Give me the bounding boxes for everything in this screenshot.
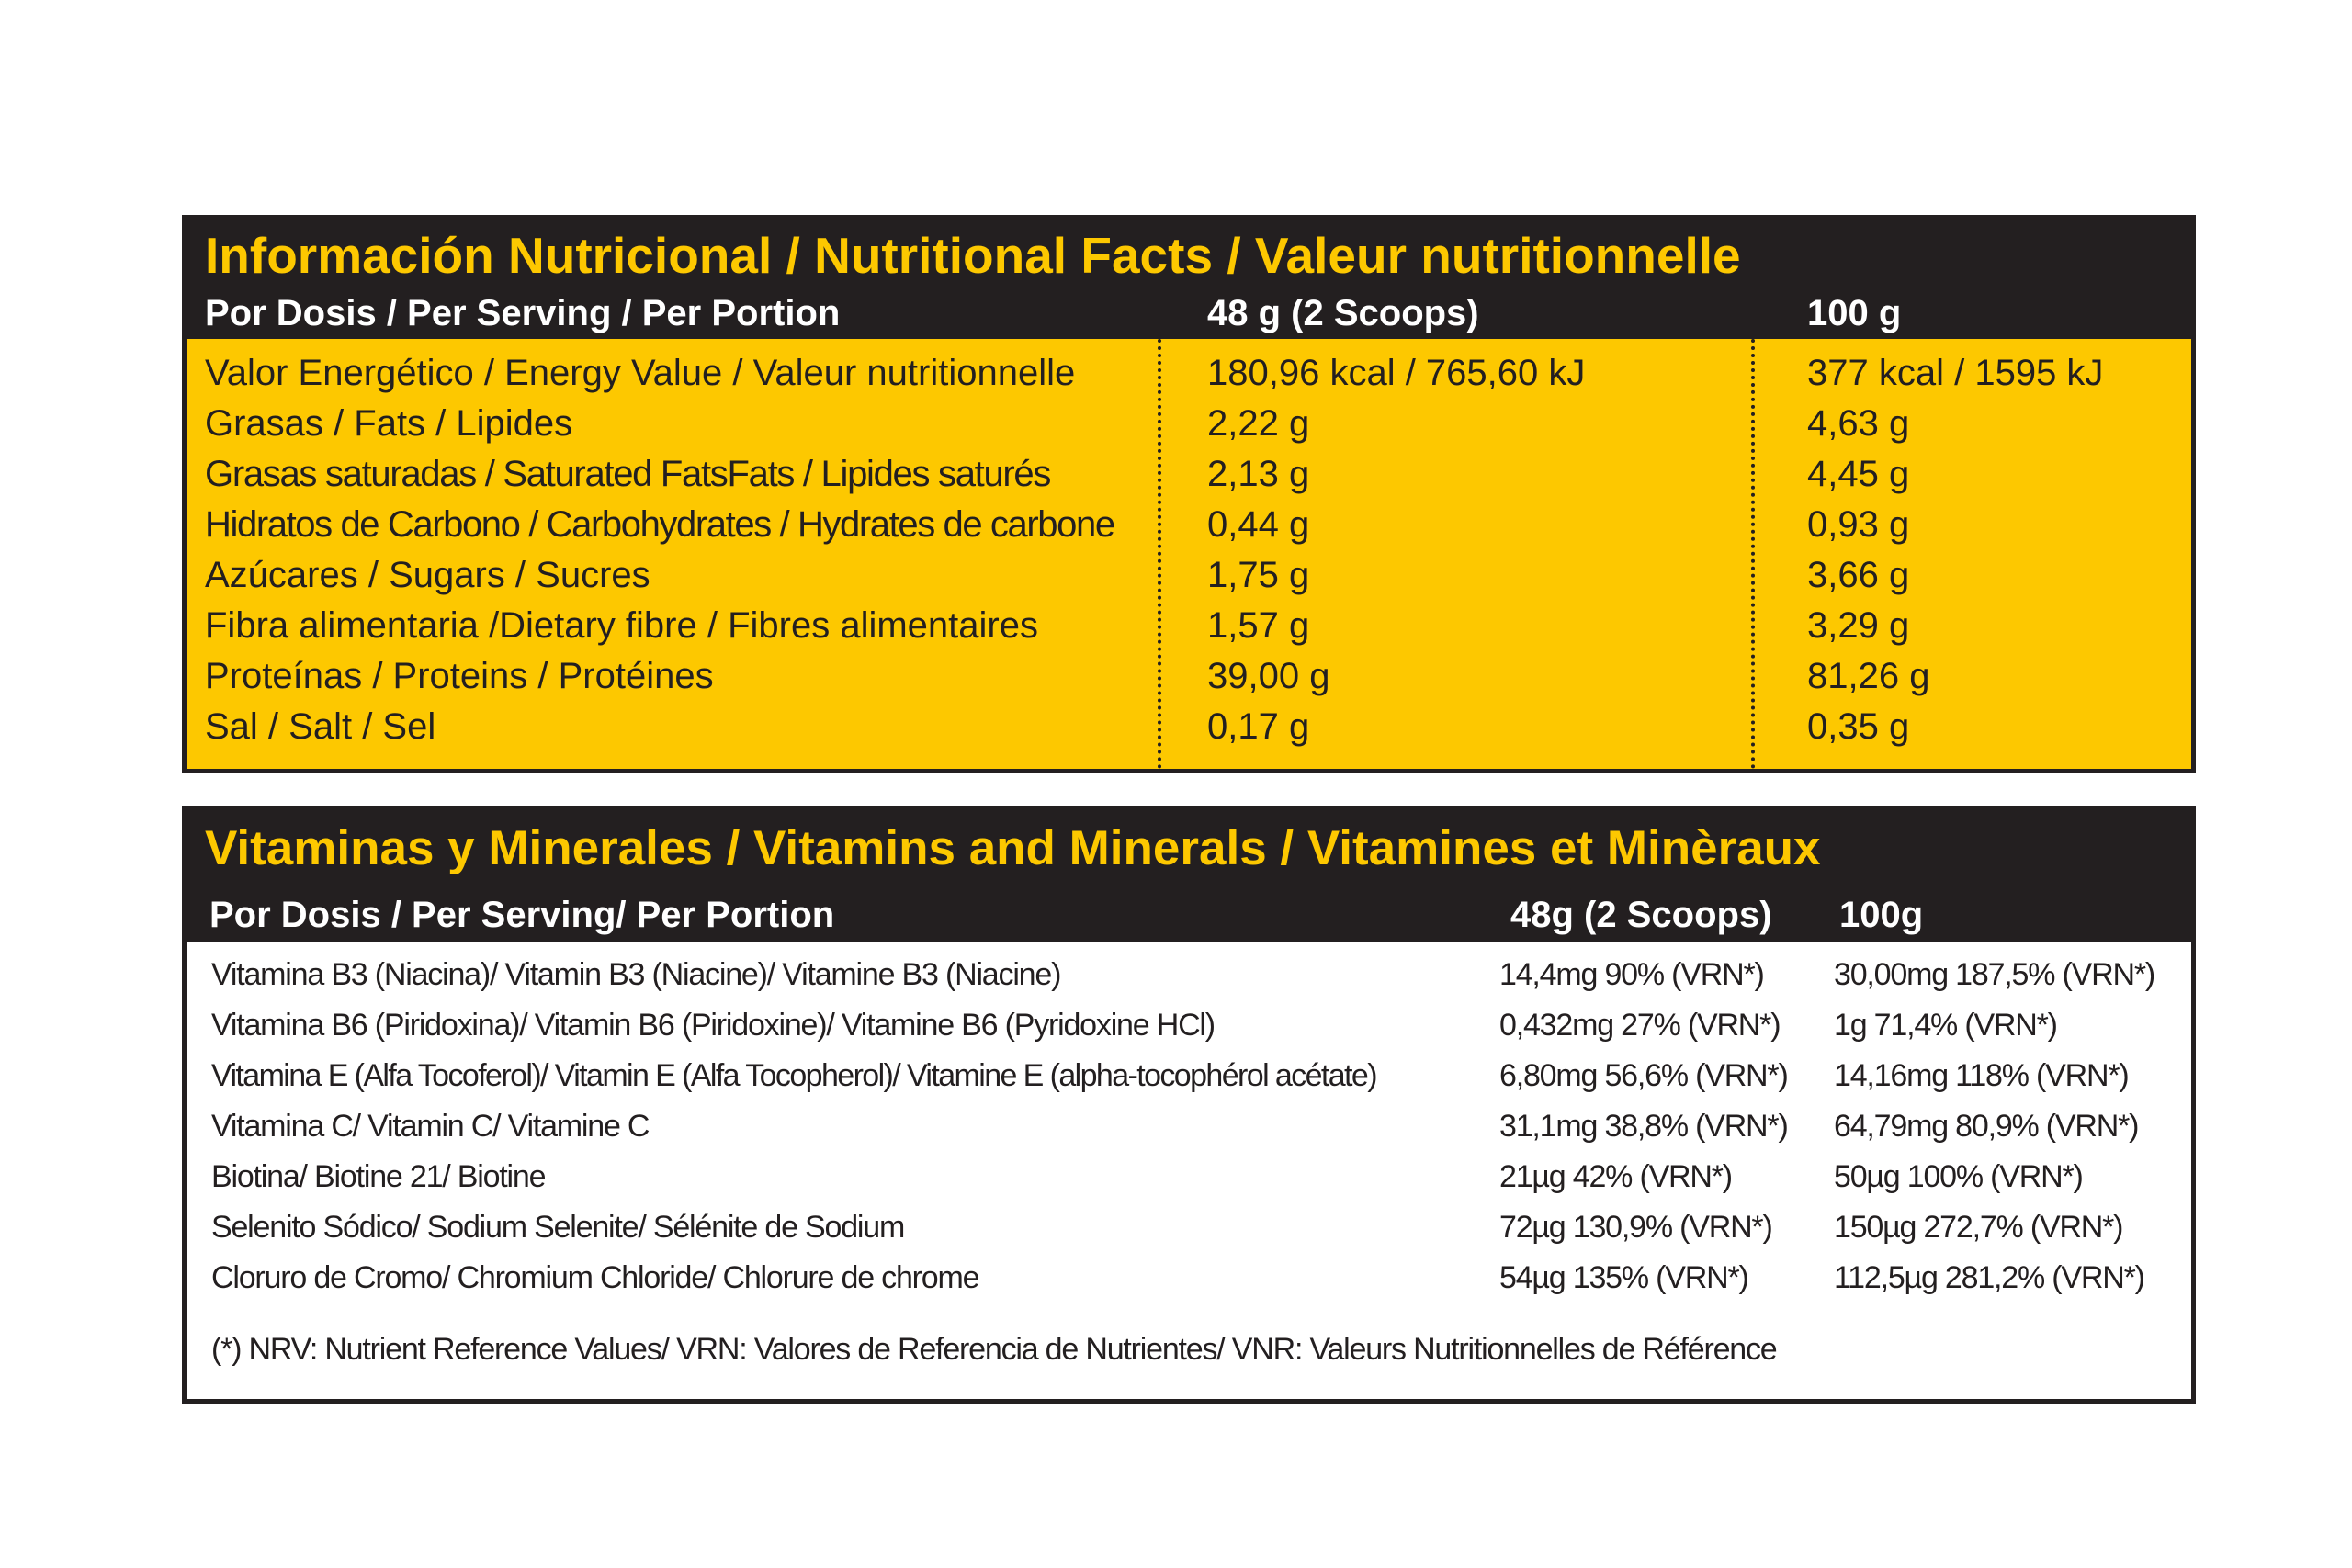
vitamin-100g-value: 150µg 272,7% (VRN*) <box>1834 1210 2123 1245</box>
nutrient-100g-value: 3,29 g <box>1807 605 1910 646</box>
nutrient-serving-value: 2,22 g <box>1207 403 1310 444</box>
nutrient-serving-value: 1,75 g <box>1207 555 1310 595</box>
vitamin-100g-value: 14,16mg 118% (VRN*) <box>1834 1058 2129 1093</box>
vitamins-col-label-header: Por Dosis / Per Serving/ Per Portion <box>209 895 835 935</box>
nutrient-100g-value: 81,26 g <box>1807 656 1930 696</box>
vitamin-100g-value: 64,79mg 80,9% (VRN*) <box>1834 1109 2139 1144</box>
nutrient-label: Azúcares / Sugars / Sucres <box>205 555 650 595</box>
vitamins-header <box>187 810 2191 942</box>
vitamin-row <box>187 1159 2191 1210</box>
nutrient-100g-value: 4,45 g <box>1807 454 1910 494</box>
nutrient-label: Proteínas / Proteins / Protéines <box>205 656 714 696</box>
vitamin-label: Vitamina E (Alfa Tocoferol)/ Vitamin E (Alfa Tocopherol)/ Vitamine E (alpha-tocophérol acétate) <box>211 1058 1376 1093</box>
vitamin-row <box>187 1008 2191 1058</box>
vitamin-label: Biotina/ Biotine 21/ Biotine <box>211 1159 546 1194</box>
vitamin-row <box>187 1058 2191 1109</box>
nutrition-facts-table <box>182 215 2196 773</box>
vitamin-serving-value: 72µg 130,9% (VRN*) <box>1499 1210 1772 1245</box>
nutrition-col-label-header: Por Dosis / Per Serving / Per Portion <box>205 293 841 333</box>
vitamin-serving-value: 6,80mg 56,6% (VRN*) <box>1499 1058 1788 1093</box>
vitamin-label: Vitamina C/ Vitamin C/ Vitamine C <box>211 1109 650 1144</box>
nutrient-serving-value: 2,13 g <box>1207 454 1310 494</box>
nutrition-row <box>187 403 2191 454</box>
nutrient-serving-value: 39,00 g <box>1207 656 1330 696</box>
vitamin-100g-value: 1g 71,4% (VRN*) <box>1834 1008 2057 1043</box>
footnote: (*) NRV: Nutrient Reference Values/ VRN: Valores de Referencia de Nutrientes/ VNR: Valeurs Nutritionnelles de Référence <box>211 1332 1777 1367</box>
vitamin-serving-value: 31,1mg 38,8% (VRN*) <box>1499 1109 1788 1144</box>
nutrient-100g-value: 4,63 g <box>1807 403 1910 444</box>
vitamin-label: Cloruro de Cromo/ Chromium Chloride/ Chlorure de chrome <box>211 1260 979 1295</box>
nutrient-serving-value: 0,44 g <box>1207 504 1310 545</box>
vitamin-100g-value: 30,00mg 187,5% (VRN*) <box>1834 957 2154 992</box>
nutrient-label: Sal / Salt / Sel <box>205 706 436 747</box>
vitamins-title: Vitaminas y Minerales / Vitamins and Minerals / Vitamines et Minèraux <box>205 821 1821 875</box>
vitamin-serving-value: 0,432mg 27% (VRN*) <box>1499 1008 1781 1043</box>
vitamin-row <box>187 1260 2191 1311</box>
nutrition-row <box>187 555 2191 605</box>
vitamins-minerals-table <box>182 806 2196 1404</box>
vitamin-serving-value: 21µg 42% (VRN*) <box>1499 1159 1732 1194</box>
vitamins-col-100g-header: 100g <box>1839 895 1924 935</box>
vitamin-100g-value: 112,5µg 281,2% (VRN*) <box>1834 1260 2144 1295</box>
nutrient-label: Grasas / Fats / Lipides <box>205 403 573 444</box>
nutrition-row <box>187 454 2191 504</box>
nutrient-label: Fibra alimentaria /Dietary fibre / Fibres alimentaires <box>205 605 1038 646</box>
vitamin-label: Selenito Sódico/ Sodium Selenite/ Sélénite de Sodium <box>211 1210 905 1245</box>
nutrient-100g-value: 0,93 g <box>1807 504 1910 545</box>
nutrient-serving-value: 180,96 kcal / 765,60 kJ <box>1207 353 1586 393</box>
nutrient-serving-value: 0,17 g <box>1207 706 1310 747</box>
nutrition-col-serving-header: 48 g (2 Scoops) <box>1207 293 1479 333</box>
vitamin-row <box>187 957 2191 1008</box>
nutrition-row <box>187 706 2191 757</box>
nutrient-serving-value: 1,57 g <box>1207 605 1310 646</box>
vitamin-label: Vitamina B3 (Niacina)/ Vitamin B3 (Niacine)/ Vitamine B3 (Niacine) <box>211 957 1061 992</box>
nutrient-100g-value: 0,35 g <box>1807 706 1910 747</box>
vitamin-label: Vitamina B6 (Piridoxina)/ Vitamin B6 (Piridoxine)/ Vitamine B6 (Pyridoxine HCl) <box>211 1008 1215 1043</box>
vitamin-row <box>187 1210 2191 1260</box>
nutrition-row <box>187 353 2191 403</box>
nutrition-row <box>187 605 2191 656</box>
vitamin-serving-value: 14,4mg 90% (VRN*) <box>1499 957 1764 992</box>
vitamin-row <box>187 1109 2191 1159</box>
nutrition-header <box>187 220 2191 339</box>
nutrition-col-100g-header: 100 g <box>1807 293 1902 333</box>
nutrition-title: Información Nutricional / Nutritional Facts / Valeur nutritionnelle <box>205 227 1741 284</box>
nutrition-row <box>187 504 2191 555</box>
nutrition-row <box>187 656 2191 706</box>
vitamin-serving-value: 54µg 135% (VRN*) <box>1499 1260 1748 1295</box>
nutrient-label: Grasas saturadas / Saturated FatsFats / Lipides saturés <box>205 454 1051 494</box>
nutrient-label: Valor Energético / Energy Value / Valeur nutritionnelle <box>205 353 1076 393</box>
vitamins-col-serving-header: 48g (2 Scoops) <box>1510 895 1772 935</box>
vitamin-100g-value: 50µg 100% (VRN*) <box>1834 1159 2083 1194</box>
nutrient-100g-value: 3,66 g <box>1807 555 1910 595</box>
nutrient-100g-value: 377 kcal / 1595 kJ <box>1807 353 2104 393</box>
nutrient-label: Hidratos de Carbono / Carbohydrates / Hydrates de carbone <box>205 504 1114 545</box>
